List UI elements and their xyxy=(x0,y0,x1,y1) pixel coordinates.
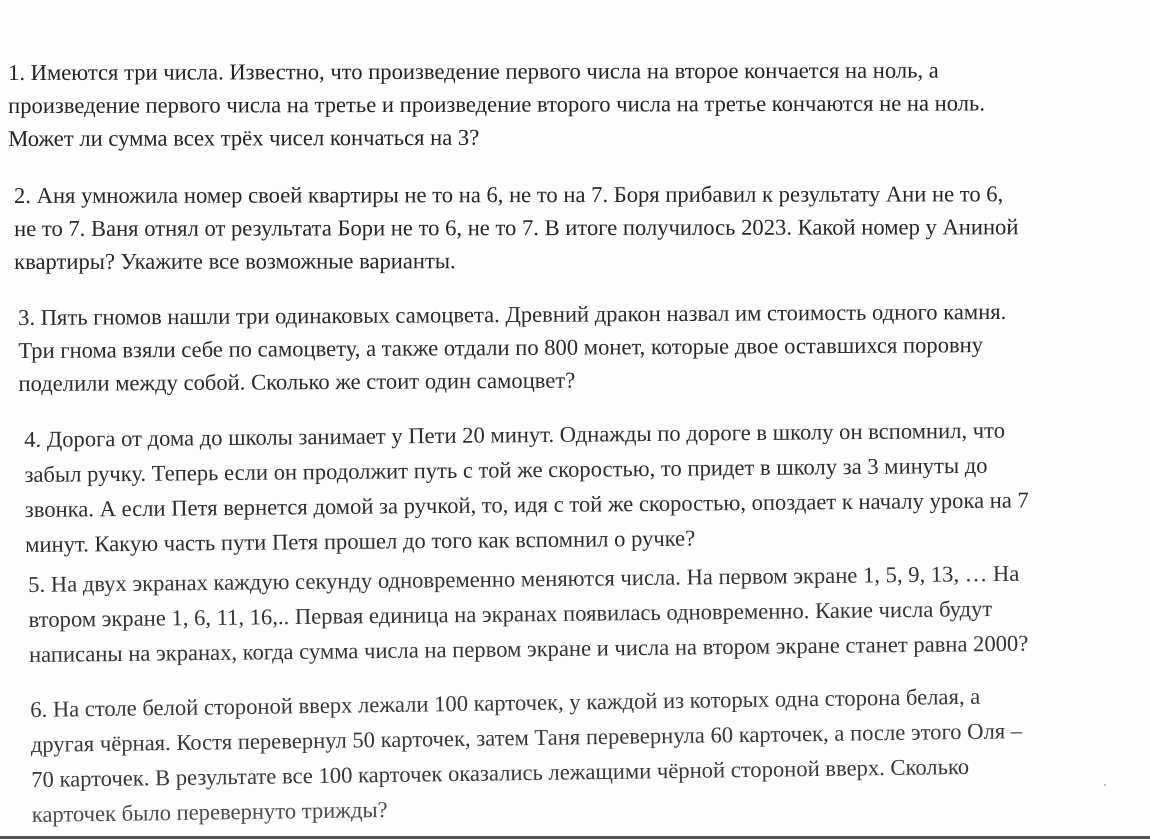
problem-5-line-3: написаны на экранах, когда сумма числа на первом экране и числа на втором экране станет равна 2000? xyxy=(28,630,1029,667)
problem-1-line-1: 1. Имеются три числа. Известно, что произведение первого числа на второе кончается на ноль, а xyxy=(8,57,939,85)
problem-3-line-1: 3. Пять гномов нашли три одинаковых самоцвета. Древний дракон назвал им стоимость одного камня. xyxy=(18,298,1007,330)
problem-1 xyxy=(8,53,985,155)
scan-speck xyxy=(1104,784,1106,786)
problem-6-line-3: 70 карточек. В результате все 100 карточек оказались лежащими чёрной стороной вверх. Сколько xyxy=(31,753,970,792)
problem-2-line-1: 2. Аня умножила номер своей квартиры не то на 6, не то на 7. Боря прибавил к результату Ани не то 6, xyxy=(14,181,1004,208)
problem-1-line-3: Может ли сумма всех трёх чисел кончаться на 3? xyxy=(8,124,480,151)
problem-6 xyxy=(30,678,1023,832)
problem-5-line-2: втором экране 1, 6, 11, 16,.. Первая единица на экранах появилась одновременно. Какие числа будут xyxy=(28,596,993,632)
problem-4-line-1: 4. Дорога от дома до школы занимает у Пети 20 минут. Однажды по дороге в школу он вспомнил, что xyxy=(24,417,1006,452)
problem-6-line-1: 6. На столе белой стороной вверх лежали 100 карточек, у каждой из которых одна сторона белая, а xyxy=(30,683,981,722)
problem-4-line-2: забыл ручку. Теперь если он продолжит путь с той же скоростью, то придет в школу за 3 минуты до xyxy=(24,452,988,487)
problem-3 xyxy=(18,295,1007,400)
problem-3-line-3: поделили между собой. Сколько же стоит один самоцвет? xyxy=(18,367,576,396)
problem-4 xyxy=(24,412,1029,562)
problem-3-line-2: Три гнома взяли себе по самоцвету, а также отдали по 800 монет, которые двое оставшихся поровну xyxy=(18,332,984,363)
problem-2-line-2: не то 7. Ваня отнял от результата Бори не то 6, не то 7. В итоге получилось 2023. Какой номер у Аниной xyxy=(14,214,1019,241)
problem-6-line-4: карточек было перевернуто трижды? xyxy=(31,797,388,827)
page-bottom-edge xyxy=(0,836,1150,839)
problem-4-line-4: минут. Какую часть пути Петя прошел до того как вспомнил о ручке? xyxy=(25,525,696,557)
problem-4-line-3: звонка. А если Петя вернется домой за ручкой, то, идя с той же скоростью, опоздает к началу урока на 7 xyxy=(24,487,1029,522)
problem-2-line-3: квартиры? Укажите все возможные варианты. xyxy=(14,248,456,274)
problem-5-line-1: 5. На двух экранах каждую секунду одновременно меняются числа. На первом экране 1, 5, 9, 13, … На xyxy=(28,560,1020,597)
problem-6-line-2: другая чёрная. Костя перевернул 50 карточек, затем Таня перевернула 60 карточек, а после этого Оля – xyxy=(30,718,1023,757)
problem-5 xyxy=(28,556,1028,672)
problem-1-line-2: произведение первого числа на третье и произведение второго числа на третье кончаются не на ноль. xyxy=(8,90,986,118)
problem-2 xyxy=(14,177,1019,278)
